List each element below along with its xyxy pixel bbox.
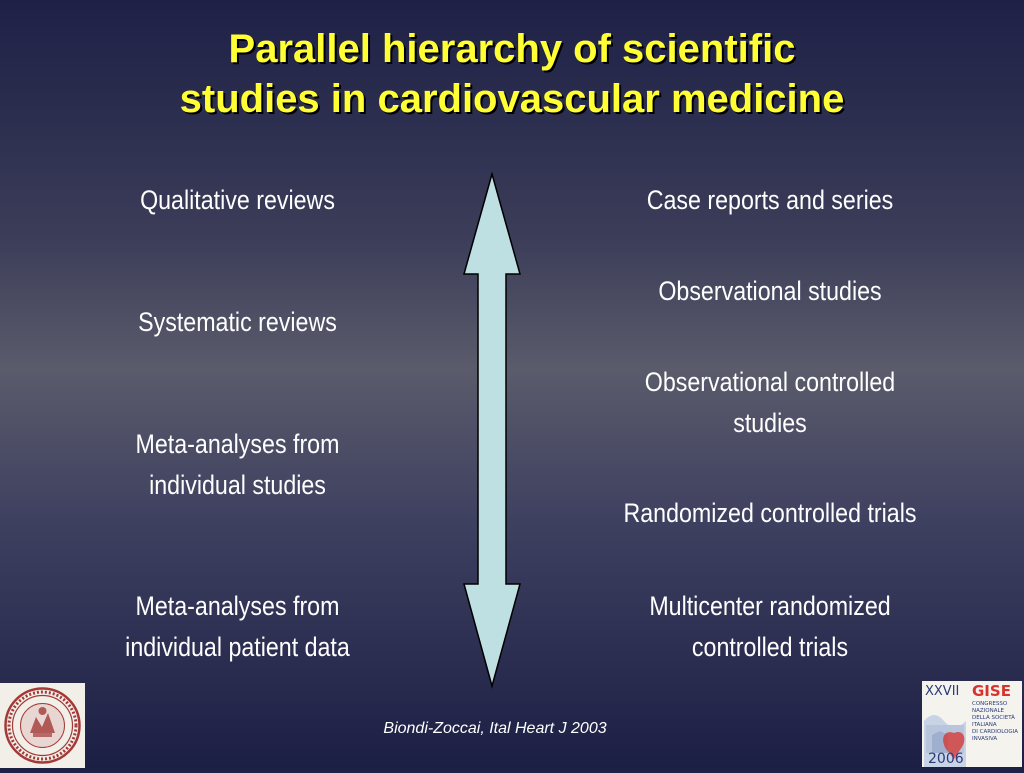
citation: Biondi-Zoccai, Ital Heart J 2003 [383,720,607,737]
right-item-text: Observational controlled [644,367,896,397]
right-item-text: controlled trials [691,632,849,662]
left-item-systematic-reviews [85,302,390,343]
title-line-1: Parallel hierarchy of scientific [228,27,796,71]
slide-title [0,24,1024,124]
logo-subtitle-line: DI CARDIOLOGIA [972,729,1019,735]
logo-subtitle-line: CONGRESSO [972,701,1008,707]
right-item-randomized-trials [589,493,950,534]
left-item-text: Meta-analyses from [135,429,340,459]
right-item-text: Case reports and series [646,185,894,215]
logo-gise-name: GISE [972,682,1011,700]
right-item-multicenter-trials [589,586,950,668]
logo-subtitle-line: ITALIANA [972,722,997,728]
left-item-text: individual studies [149,470,326,500]
double-headed-vertical-arrow-icon [460,172,524,690]
logo-subtitle-line: INVASIVA [972,736,998,742]
left-item-text: individual patient data [125,632,350,662]
right-item-text: Observational studies [658,276,882,306]
left-item-meta-analyses-studies [85,424,390,506]
right-item-case-reports [589,180,950,221]
right-item-text: Multicenter randomized [649,591,891,621]
right-item-observational-controlled [589,362,950,444]
right-item-text: Randomized controlled trials [623,498,917,528]
left-item-text: Meta-analyses from [135,591,340,621]
logo-roman-numeral: XXVII [925,684,960,699]
right-item-observational-studies [589,271,950,312]
title-line-2: studies in cardiovascular medicine [179,77,845,121]
left-item-text: Systematic reviews [138,307,337,337]
left-item-text: Qualitative reviews [140,185,335,215]
logo-subtitle-line: DELLA SOCIETÀ [972,715,1015,721]
logo-subtitle-line: NAZIONALE [972,708,1005,714]
left-item-meta-analyses-patient-data [85,586,390,668]
gise-logo-graphic [922,681,1022,767]
logo-year: 2006 [928,751,964,767]
right-item-text: studies [733,408,807,438]
left-item-qualitative-reviews [85,180,390,221]
gise-congress-logo [922,681,1022,767]
